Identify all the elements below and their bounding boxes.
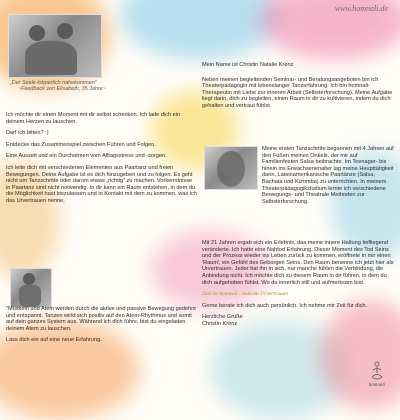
lotus-figure-icon	[370, 361, 384, 383]
quote-source: ~Feedback von Elisabeth, 35 Jahre~	[18, 86, 106, 93]
paragraph: Lass dich ein auf eine neue Erfahrung.	[6, 337, 102, 344]
paragraph: Meine ersten Tanzschritte begannen mit 4 Jahren auf den Füßen meines Onkels, der mir auf Familienfesten Salsa beibrachte. Im Teenager- bis hinein ins Erwachsenenalter lag meine Haupttätigkeit darin, Lateinamerikanische Paartänze (Salsa, Bachata und Kizomba) zu unterrichten. In meinem Theaterpädagogikstudium lernte ich verschiedene Bewegungs- und Theatrale Methoden zur Selbsterforschung.	[262, 146, 394, 205]
greeting: Herzliche Grüße	[202, 314, 243, 321]
logo-text: homnali	[368, 383, 386, 388]
signature-name: Christin Krenz	[202, 320, 238, 327]
paragraph: Entdecke das Zusammenspiel zwischen Führen und Folgen.	[6, 141, 156, 148]
paragraph: Ich möchte dir einen Moment mit dir selbst schenken. Ich lade dich ein deinem Herzen zu lauschen.	[6, 112, 181, 125]
paragraph: Eine Auszeit und ein Durchatmen vom Alltagsstress und -sorgen.	[6, 153, 167, 160]
experience-text	[202, 240, 396, 333]
paragraph: Ich leite dich mit verschiedenen Elementen aus Paartanz und freien Bewegungen. Deine Aufgabe ist es dich hinzugeben und zu folgen. Es geht nicht um Tanzschritte oder darum etwas „richtig“ zu machen. Vorkenntnisse in Paartanz sind nicht notwendig. In dir kann ein Raum entstehen, in dem du die Möglichkeit hast loszulassen und in Kontakt mit dem zu kommen, was ich das Urvertrauen nenne.	[6, 164, 197, 204]
breathing-text	[6, 306, 198, 349]
intro-text	[6, 112, 198, 210]
dancer-body	[25, 41, 77, 75]
dancer-body	[19, 285, 41, 307]
portrait-hair	[217, 151, 245, 187]
paragraph: Gerne berate ich dich auch persönlich. Ich nehme mir Zeit für dich.	[202, 302, 368, 309]
dancer-figure	[29, 25, 45, 41]
paragraph: Mit 21 Jahren ergab sich ein Erlebnis, das meine innere Haltung tiefliegend veränderte. Ich hatte eine Nahtod Erfahrung. Dieser Moment des Tod Seins und der Prozess wieder ins Leben zurück zu kommen, eröffnete in mir einen 'Raum', ein Gefühl des Geborgen Seins. Den Raum benenne ich jetzt hier als Urvertrauen. Jeder hat ihn in sich, nur manche fühlen die Verbindung, die Anbindung nicht. Ich möchte dich zu diesem Raum in dir führen, in dem du dich aufgehoben fühlst. Wo du innerlich still und aufmerksam bist.	[202, 240, 394, 286]
dance-couple-photo	[8, 14, 102, 78]
feedback-quote	[10, 80, 120, 92]
about-text	[202, 62, 396, 115]
intro-name: Mein Name ist Christin Natalie Krenz	[202, 62, 294, 68]
tagline: Das ist homnali - Sein im Urvertrauen	[202, 291, 289, 298]
dancer-photo	[10, 268, 52, 308]
dance-history-text	[262, 146, 394, 210]
watercolor-splash	[120, 0, 280, 60]
homnali-logo	[364, 361, 390, 388]
website-url[interactable]: www.homnali.de	[334, 4, 388, 13]
portrait-photo	[204, 146, 258, 190]
dancer-figure	[23, 273, 35, 285]
dancer-figure	[57, 23, 73, 39]
quote-title: „Der Seele körperlich nahekommen“	[10, 80, 97, 86]
paragraph: Darf ich bitten? :)	[6, 130, 49, 137]
paragraph: Neben meinen begleitenden Seminar- und Beratungsangeboten bin ich Theaterpädagogin mit lebenslanger Tanzerfahrung. Ich bin homnali-Therapeutin mit Liebe zur inneren Arbeit (Selbsterforschung). Meine Aufgabe liegt darin, dich zu begleiten, einen Raum in dir zu kultivieren, indem du dich gehalten und vertraut fühlst.	[202, 76, 393, 109]
paragraph: "Muskeln und Atem werden durch die aktive und passive Bewegung gedehnt und entspannt. Tanzen wirkt sich positiv auf den Atem-Rhythmus und somit auf dein ganzes System aus. Während ich dich führe, bist du eingeladen deinem Atem zu lauschen.	[6, 306, 196, 332]
